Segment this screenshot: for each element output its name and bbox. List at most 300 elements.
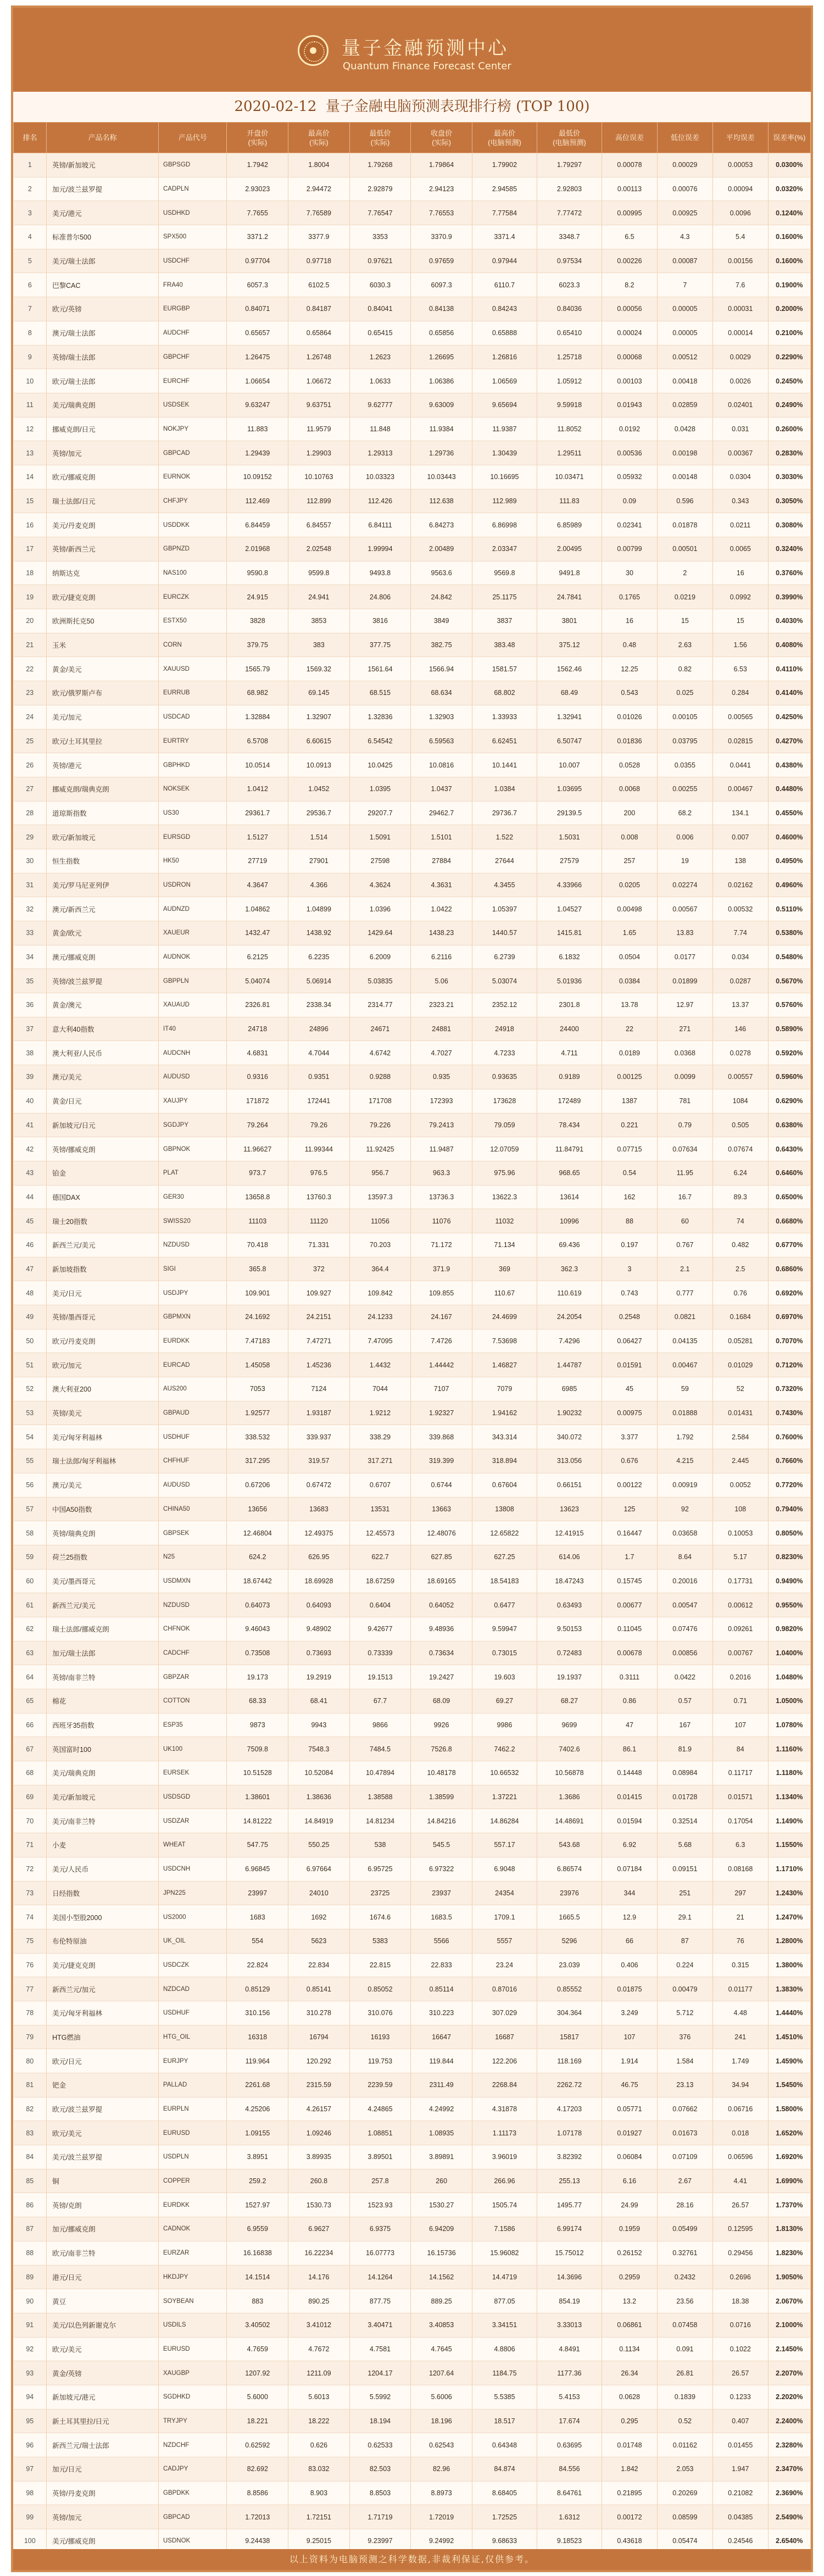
forecast-high-cell: 18.517 — [472, 2409, 537, 2433]
table-body — [14, 153, 811, 2553]
error-rate-cell: 1.0780% — [768, 1713, 810, 1737]
rank-cell: 70 — [14, 1809, 47, 1833]
open-price-cell: 27719 — [227, 849, 288, 873]
high-price-cell: 112.899 — [288, 489, 350, 513]
forecast-low-cell: 110.619 — [537, 1281, 602, 1305]
avg-error-cell: 7.74 — [712, 921, 768, 945]
forecast-high-cell: 7.1586 — [472, 2217, 537, 2241]
open-price-cell: 1527.97 — [227, 2193, 288, 2217]
table-row — [14, 945, 811, 969]
high-price-cell: 10.10763 — [288, 465, 350, 489]
avg-error-cell: 0.00557 — [712, 1065, 768, 1089]
low-price-cell: 4.6742 — [349, 1041, 411, 1065]
product-name-cell: 英镑/波兰兹罗提 — [47, 969, 159, 993]
forecast-low-cell: 6023.3 — [537, 273, 602, 297]
close-price-cell: 6097.3 — [411, 273, 472, 297]
low-price-cell: 79.226 — [349, 1113, 411, 1137]
error-rate-cell: 0.9550% — [768, 1593, 810, 1617]
error-rate-cell: 2.2020% — [768, 2385, 810, 2409]
low-error-cell: 5.712 — [657, 2001, 712, 2025]
high-price-cell: 14.84919 — [288, 1809, 350, 1833]
table-row — [14, 1185, 811, 1209]
close-price-cell: 9.63009 — [411, 393, 472, 417]
high-error-cell: 0.01927 — [602, 2121, 658, 2145]
low-price-cell: 0.9288 — [349, 1065, 411, 1089]
avg-error-cell: 0.09261 — [712, 1617, 768, 1641]
open-price-cell: 112.469 — [227, 489, 288, 513]
forecast-low-cell: 172489 — [537, 1089, 602, 1113]
high-error-cell: 13.2 — [602, 2289, 658, 2313]
close-price-cell: 19.2427 — [411, 1665, 472, 1689]
high-price-cell: 24896 — [288, 1017, 350, 1041]
table-row — [14, 777, 811, 801]
close-price-cell: 8.8973 — [411, 2481, 472, 2505]
product-name-cell: 棉花 — [47, 1689, 159, 1713]
open-price-cell: 79.264 — [227, 1113, 288, 1137]
table-row — [14, 561, 811, 585]
low-error-cell: 23.13 — [657, 2073, 712, 2097]
rank-cell: 33 — [14, 921, 47, 945]
product-code-cell: USDCHF — [159, 249, 227, 273]
product-code-cell: UK100 — [159, 1737, 227, 1761]
table-row — [14, 1041, 811, 1065]
forecast-low-cell: 118.169 — [537, 2049, 602, 2073]
forecast-low-cell: 10.007 — [537, 753, 602, 777]
product-code-cell: N25 — [159, 1545, 227, 1569]
forecast-high-cell: 1.11173 — [472, 2121, 537, 2145]
low-price-cell: 13597.3 — [349, 1185, 411, 1209]
high-price-cell: 7548.3 — [288, 1737, 350, 1761]
product-code-cell: GBPAUD — [159, 1401, 227, 1425]
high-error-cell: 0.00498 — [602, 897, 658, 921]
high-error-cell: 24.99 — [602, 2193, 658, 2217]
rank-cell: 91 — [14, 2313, 47, 2337]
low-price-cell: 19.1513 — [349, 1665, 411, 1689]
open-price-cell: 0.85129 — [227, 1977, 288, 2001]
high-error-cell: 0.0628 — [602, 2385, 658, 2409]
forecast-low-cell: 0.65410 — [537, 321, 602, 345]
open-price-cell: 29361.7 — [227, 801, 288, 825]
table-row — [14, 201, 811, 225]
rank-cell: 63 — [14, 1641, 47, 1665]
product-name-cell: 美元/波兰兹罗提 — [47, 2145, 159, 2169]
low-price-cell: 1204.17 — [349, 2361, 411, 2385]
forecast-low-cell: 1.3686 — [537, 1785, 602, 1809]
low-price-cell: 257.8 — [349, 2169, 411, 2193]
error-rate-cell: 0.7940% — [768, 1497, 810, 1521]
high-error-cell: 125 — [602, 1497, 658, 1521]
forecast-high-cell: 6.9048 — [472, 1857, 537, 1881]
high-error-cell: 0.06861 — [602, 2313, 658, 2337]
avg-error-cell: 0.00367 — [712, 441, 768, 465]
product-code-cell: XAUUSD — [159, 657, 227, 681]
forecast-high-cell: 9569.8 — [472, 561, 537, 585]
rank-cell: 100 — [14, 2529, 47, 2553]
forecast-low-cell: 68.49 — [537, 681, 602, 705]
error-rate-cell: 0.6380% — [768, 1113, 810, 1137]
low-error-cell: 13.83 — [657, 921, 712, 945]
avg-error-cell: 0.12595 — [712, 2217, 768, 2241]
table-row — [14, 1281, 811, 1305]
product-code-cell: USDZAR — [159, 1809, 227, 1833]
low-error-cell: 2 — [657, 561, 712, 585]
table-row — [14, 1761, 811, 1785]
rank-cell: 56 — [14, 1473, 47, 1497]
product-name-cell: 欧元/土耳其里拉 — [47, 729, 159, 753]
open-price-cell: 317.295 — [227, 1449, 288, 1473]
low-error-cell: 0.20016 — [657, 1569, 712, 1593]
product-name-cell: 英镑/丹麦克朗 — [47, 2481, 159, 2505]
high-price-cell: 9.25015 — [288, 2529, 350, 2553]
forecast-high-cell: 343.314 — [472, 1425, 537, 1449]
table-row — [14, 2481, 811, 2505]
seal-logo-icon — [298, 35, 329, 66]
product-name-cell: 黄豆 — [47, 2289, 159, 2313]
high-price-cell: 68.41 — [288, 1689, 350, 1713]
close-price-cell: 0.97659 — [411, 249, 472, 273]
error-rate-cell: 0.6500% — [768, 1185, 810, 1209]
rank-cell: 69 — [14, 1785, 47, 1809]
product-name-cell: 欧元/日元 — [47, 2049, 159, 2073]
close-price-cell: 627.85 — [411, 1545, 472, 1569]
forecast-high-cell: 15.96082 — [472, 2241, 537, 2265]
avg-error-cell: 0.0278 — [712, 1041, 768, 1065]
forecast-high-cell: 0.97944 — [472, 249, 537, 273]
low-price-cell: 310.076 — [349, 2001, 411, 2025]
error-rate-cell: 2.1000% — [768, 2313, 810, 2337]
error-rate-cell: 0.6430% — [768, 1137, 810, 1161]
avg-error-cell: 0.06716 — [712, 2097, 768, 2121]
high-error-cell: 26.34 — [602, 2361, 658, 2385]
error-rate-cell: 1.5800% — [768, 2097, 810, 2121]
low-price-cell: 8.8503 — [349, 2481, 411, 2505]
close-price-cell: 109.855 — [411, 1281, 472, 1305]
high-price-cell: 14.176 — [288, 2265, 350, 2289]
table-row — [14, 1257, 811, 1281]
table-row — [14, 585, 811, 609]
high-error-cell: 0.197 — [602, 1233, 658, 1257]
table-row — [14, 2217, 811, 2241]
error-rate-cell: 0.7660% — [768, 1449, 810, 1473]
product-code-cell: CADCHF — [159, 1641, 227, 1665]
low-error-cell: 0.07476 — [657, 1617, 712, 1641]
high-error-cell: 0.07184 — [602, 1857, 658, 1881]
product-name-cell: 港元/日元 — [47, 2265, 159, 2289]
low-price-cell: 9.23997 — [349, 2529, 411, 2553]
product-name-cell: 英镑/瑞典克朗 — [47, 1521, 159, 1545]
high-price-cell: 0.65864 — [288, 321, 350, 345]
rank-cell: 31 — [14, 873, 47, 897]
low-error-cell: 0.07662 — [657, 2097, 712, 2121]
product-name-cell: 荷兰25指数 — [47, 1545, 159, 1569]
low-error-cell: 0.777 — [657, 1281, 712, 1305]
product-code-cell: SWISS20 — [159, 1209, 227, 1233]
error-rate-cell: 1.1160% — [768, 1737, 810, 1761]
low-price-cell: 68.515 — [349, 681, 411, 705]
open-price-cell: 2.93023 — [227, 177, 288, 201]
rank-cell: 45 — [14, 1209, 47, 1233]
low-price-cell: 2239.59 — [349, 2073, 411, 2097]
avg-error-cell: 0.00612 — [712, 1593, 768, 1617]
forecast-high-cell: 68.802 — [472, 681, 537, 705]
forecast-high-cell: 19.603 — [472, 1665, 537, 1689]
low-error-cell: 0.00501 — [657, 537, 712, 561]
avg-error-cell: 241 — [712, 2025, 768, 2049]
forecast-low-cell: 10996 — [537, 1209, 602, 1233]
product-name-cell: 新加坡元/日元 — [47, 1113, 159, 1137]
high-price-cell: 6.60615 — [288, 729, 350, 753]
table-row — [14, 2001, 811, 2025]
close-price-cell: 5.6006 — [411, 2385, 472, 2409]
high-price-cell: 1.8004 — [288, 153, 350, 177]
high-price-cell: 260.8 — [288, 2169, 350, 2193]
high-price-cell: 1530.73 — [288, 2193, 350, 2217]
forecast-low-cell: 304.364 — [537, 2001, 602, 2025]
product-name-cell: 美国小型股2000 — [47, 1905, 159, 1929]
table-row — [14, 753, 811, 777]
product-code-cell: EURJPY — [159, 2049, 227, 2073]
high-price-cell: 16.22234 — [288, 2241, 350, 2265]
close-price-cell: 10.0816 — [411, 753, 472, 777]
table-row — [14, 441, 811, 465]
high-price-cell: 372 — [288, 1257, 350, 1281]
forecast-high-cell: 1581.57 — [472, 657, 537, 681]
product-name-cell: 瑞士法郎/日元 — [47, 489, 159, 513]
forecast-low-cell: 29139.5 — [537, 801, 602, 825]
high-error-cell: 0.1959 — [602, 2217, 658, 2241]
forecast-low-cell: 0.85552 — [537, 1977, 602, 2001]
high-price-cell: 2315.59 — [288, 2073, 350, 2097]
low-error-cell: 0.32761 — [657, 2241, 712, 2265]
high-error-cell: 0.543 — [602, 681, 658, 705]
high-error-cell: 0.48 — [602, 633, 658, 657]
high-error-cell: 0.1134 — [602, 2337, 658, 2361]
avg-error-cell: 15 — [712, 609, 768, 633]
open-price-cell: 3828 — [227, 609, 288, 633]
avg-error-cell: 1084 — [712, 1089, 768, 1113]
open-price-cell: 5.6000 — [227, 2385, 288, 2409]
forecast-low-cell: 1.79297 — [537, 153, 602, 177]
forecast-low-cell: 15817 — [537, 2025, 602, 2049]
rank-cell: 9 — [14, 345, 47, 369]
table-row — [14, 705, 811, 729]
low-price-cell: 3.40471 — [349, 2313, 411, 2337]
low-price-cell: 12.45573 — [349, 1521, 411, 1545]
product-code-cell: NAS100 — [159, 561, 227, 585]
forecast-high-cell: 2.03347 — [472, 537, 537, 561]
table-row — [14, 1785, 811, 1809]
low-error-cell: 0.00076 — [657, 177, 712, 201]
product-code-cell: WHEAT — [159, 1833, 227, 1857]
table-row — [14, 2073, 811, 2097]
product-name-cell: 黄金/英镑 — [47, 2361, 159, 2385]
product-code-cell: EURRUB — [159, 681, 227, 705]
close-price-cell: 260 — [411, 2169, 472, 2193]
error-rate-cell: 0.9820% — [768, 1617, 810, 1641]
forecast-low-cell: 1.44787 — [537, 1353, 602, 1377]
low-price-cell: 11.848 — [349, 417, 411, 441]
low-price-cell: 9.62777 — [349, 393, 411, 417]
rank-cell: 29 — [14, 825, 47, 849]
forecast-high-cell: 1440.57 — [472, 921, 537, 945]
open-price-cell: 6057.3 — [227, 273, 288, 297]
avg-error-cell: 0.01177 — [712, 1977, 768, 2001]
open-price-cell: 6.9559 — [227, 2217, 288, 2241]
forecast-high-cell: 24.4699 — [472, 1305, 537, 1329]
avg-error-cell: 84 — [712, 1737, 768, 1761]
close-price-cell: 2.94123 — [411, 177, 472, 201]
close-price-cell: 68.634 — [411, 681, 472, 705]
column-header: 产品名称 — [47, 123, 159, 153]
forecast-high-cell: 4.8806 — [472, 2337, 537, 2361]
high-error-cell: 0.0189 — [602, 1041, 658, 1065]
product-code-cell: USDDKK — [159, 513, 227, 537]
low-price-cell: 0.65415 — [349, 321, 411, 345]
error-rate-cell: 0.2600% — [768, 417, 810, 441]
low-price-cell: 1.79268 — [349, 153, 411, 177]
rank-cell: 40 — [14, 1089, 47, 1113]
close-price-cell: 1207.64 — [411, 2361, 472, 2385]
low-error-cell: 0.1839 — [657, 2385, 712, 2409]
high-price-cell: 19.2919 — [288, 1665, 350, 1689]
high-price-cell: 550.25 — [288, 1833, 350, 1857]
forecast-low-cell: 6.1832 — [537, 945, 602, 969]
rank-cell: 99 — [14, 2505, 47, 2529]
forecast-high-cell: 975.96 — [472, 1161, 537, 1185]
open-price-cell: 1565.79 — [227, 657, 288, 681]
forecast-high-cell: 0.65888 — [472, 321, 537, 345]
open-price-cell: 0.65657 — [227, 321, 288, 345]
table-row — [14, 1737, 811, 1761]
forecast-high-cell: 266.96 — [472, 2169, 537, 2193]
avg-error-cell: 6.53 — [712, 657, 768, 681]
avg-error-cell: 0.1684 — [712, 1305, 768, 1329]
high-price-cell: 0.9351 — [288, 1065, 350, 1089]
open-price-cell: 1.06654 — [227, 369, 288, 393]
forecast-high-cell: 8.68405 — [472, 2481, 537, 2505]
high-price-cell: 18.222 — [288, 2409, 350, 2433]
high-price-cell: 11120 — [288, 1209, 350, 1233]
high-error-cell: 0.00678 — [602, 1641, 658, 1665]
open-price-cell: 24.915 — [227, 585, 288, 609]
high-error-cell: 0.01748 — [602, 2433, 658, 2457]
high-error-cell: 0.01943 — [602, 393, 658, 417]
rank-cell: 2 — [14, 177, 47, 201]
forecast-low-cell: 13614 — [537, 1185, 602, 1209]
close-price-cell: 12.48076 — [411, 1521, 472, 1545]
forecast-high-cell: 1.522 — [472, 825, 537, 849]
table-row — [14, 465, 811, 489]
low-error-cell: 0.00418 — [657, 369, 712, 393]
avg-error-cell: 108 — [712, 1497, 768, 1521]
table-row — [14, 2385, 811, 2409]
error-rate-cell: 0.3760% — [768, 561, 810, 585]
high-error-cell: 0.43618 — [602, 2529, 658, 2553]
table-row — [14, 2025, 811, 2049]
low-price-cell: 112.426 — [349, 489, 411, 513]
low-error-cell: 0.596 — [657, 489, 712, 513]
rank-cell: 30 — [14, 849, 47, 873]
high-price-cell: 3.41012 — [288, 2313, 350, 2337]
forecast-high-cell: 9.68633 — [472, 2529, 537, 2553]
rank-cell: 66 — [14, 1713, 47, 1737]
table-row — [14, 1929, 811, 1953]
table-row — [14, 1209, 811, 1233]
forecast-low-cell: 0.97534 — [537, 249, 602, 273]
low-price-cell: 877.75 — [349, 2289, 411, 2313]
product-name-cell: 加元/日元 — [47, 2457, 159, 2482]
low-price-cell: 622.7 — [349, 1545, 411, 1569]
product-name-cell: 美元/南非兰特 — [47, 1809, 159, 1833]
high-error-cell: 107 — [602, 2025, 658, 2049]
close-price-cell: 963.3 — [411, 1161, 472, 1185]
product-code-cell: CORN — [159, 633, 227, 657]
rank-cell: 95 — [14, 2409, 47, 2433]
close-price-cell: 1.26695 — [411, 345, 472, 369]
table-row — [14, 1353, 811, 1377]
open-price-cell: 13656 — [227, 1497, 288, 1521]
avg-error-cell: 0.315 — [712, 1953, 768, 1977]
forecast-high-cell: 11.9387 — [472, 417, 537, 441]
product-code-cell: FRA40 — [159, 273, 227, 297]
open-price-cell: 6.2125 — [227, 945, 288, 969]
forecast-low-cell: 6.50747 — [537, 729, 602, 753]
high-error-cell: 6.5 — [602, 225, 658, 249]
avg-error-cell: 0.0287 — [712, 969, 768, 993]
low-error-cell: 4.3 — [657, 225, 712, 249]
rank-cell: 41 — [14, 1113, 47, 1137]
rank-cell: 97 — [14, 2457, 47, 2482]
low-error-cell: 271 — [657, 1017, 712, 1041]
high-error-cell: 0.06427 — [602, 1329, 658, 1353]
disclaimer-footer: 以上资料为电脑预测之科学数据,非裁利保证,仅供参考。 — [13, 2549, 811, 2570]
forecast-high-cell: 2268.84 — [472, 2073, 537, 2097]
forecast-low-cell: 7.4296 — [537, 1329, 602, 1353]
table-row — [14, 1545, 811, 1569]
low-error-cell: 0.08984 — [657, 1761, 712, 1785]
rank-cell: 28 — [14, 801, 47, 825]
low-error-cell: 0.00925 — [657, 201, 712, 225]
open-price-cell: 11.883 — [227, 417, 288, 441]
product-code-cell: PALLAD — [159, 2073, 227, 2097]
open-price-cell: 9590.8 — [227, 561, 288, 585]
high-error-cell: 0.00226 — [602, 249, 658, 273]
product-name-cell: 美元/捷克克朗 — [47, 1953, 159, 1977]
product-code-cell: NOKSEK — [159, 777, 227, 801]
error-rate-cell: 0.6860% — [768, 1257, 810, 1281]
high-error-cell: 0.008 — [602, 825, 658, 849]
product-code-cell: GBPNZD — [159, 537, 227, 561]
product-name-cell: 澳大利亚200 — [47, 1377, 159, 1401]
avg-error-cell: 89.3 — [712, 1185, 768, 1209]
error-rate-cell: 0.7720% — [768, 1473, 810, 1497]
high-error-cell: 0.0528 — [602, 753, 658, 777]
low-error-cell: 0.01878 — [657, 513, 712, 537]
high-price-cell: 4.366 — [288, 873, 350, 897]
rank-cell: 19 — [14, 585, 47, 609]
open-price-cell: 14.1514 — [227, 2265, 288, 2289]
product-name-cell: 美元/以色列新谢克尔 — [47, 2313, 159, 2337]
low-error-cell: 23.56 — [657, 2289, 712, 2313]
close-price-cell: 7.76553 — [411, 201, 472, 225]
low-error-cell: 0.57 — [657, 1689, 712, 1713]
forecast-high-cell: 23.24 — [472, 1953, 537, 1977]
high-error-cell: 0.00122 — [602, 1473, 658, 1497]
close-price-cell: 6.59563 — [411, 729, 472, 753]
table-row — [14, 1857, 811, 1881]
avg-error-cell: 0.17731 — [712, 1569, 768, 1593]
low-price-cell: 70.203 — [349, 1233, 411, 1257]
